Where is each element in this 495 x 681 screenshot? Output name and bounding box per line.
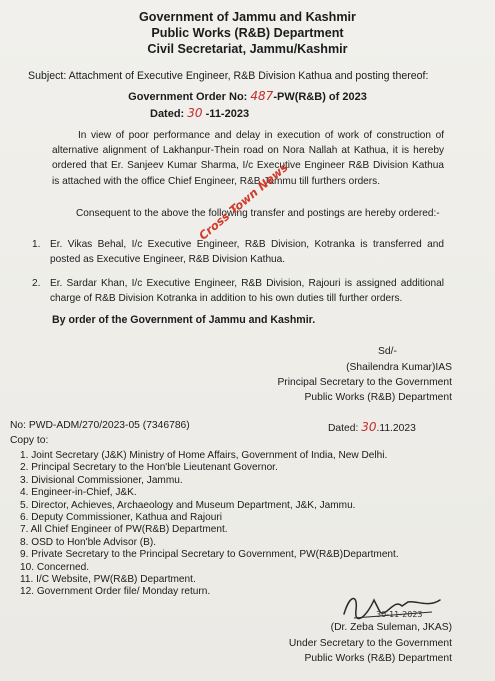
list-item: 1. Joint Secretary (J&K) Ministry of Home Affairs, Government of India, New Delhi. [20, 450, 388, 461]
copy-to-list [20, 450, 460, 599]
order-number-suffix: -PW(R&B) of 2023 [273, 91, 367, 103]
watermark-stamp: Cross Town News [196, 160, 291, 243]
list-item: 6. Deputy Commissioner, Kathua and Rajouri [20, 512, 222, 524]
reference-dated-handwritten: 30 [361, 420, 377, 434]
order-number-line [0, 89, 495, 103]
order-number-handwritten: 487 [250, 89, 274, 103]
header-department: Public Works (R&B) Department [151, 26, 344, 40]
list-item: 11. I/C Website, PW(R&B) Department. [20, 574, 196, 586]
body-paragraph-1: In view of poor performance and delay in execution of work of construction of alternative alignment of Lakhanpur-Thein road on Nora Nallah at Kathua, it is hereby ordered that Er. Sanjeev Kumar Sharma, I/c Executive Engineer R&B Division Kathua is attached with the office Chief Engineer, R&B Jammu till furthers orders. [52, 130, 444, 187]
header-government: Government of Jammu and Kashmir [139, 10, 356, 24]
signatory-1-block [262, 360, 452, 406]
order-number-prefix: Government Order No: [128, 91, 248, 103]
order-item-number: 2. [32, 278, 41, 289]
order-dated-suffix: -11-2023 [205, 108, 250, 120]
signatory-1-name: (Shailendra Kumar)IAS [346, 362, 452, 373]
list-item: 3. Divisional Commissioner, Jammu. [20, 474, 183, 486]
reference-dated-line [328, 420, 416, 434]
order-dated-label: Dated: [150, 108, 185, 120]
order-item-text: Er. Sardar Khan, I/c Executive Engineer, R&B Division, Rajouri is assigned additional charge of R&B Division Kotranka in addition to his own duties till further orders. [50, 278, 444, 305]
signed-mark: Sd/- [378, 346, 397, 357]
subject-line: Subject: Attachment of Executive Engineer, R&B Division Kathua and posting thereof: [28, 70, 429, 82]
order-item-number: 1. [32, 239, 41, 250]
signatory-2-name: (Dr. Zeba Suleman, JKAS) [330, 622, 452, 633]
signature-date-handwritten: 30-11-2023 [376, 610, 423, 619]
list-item: 5. Director, Achieves, Archaeology and Museum Department, J&K, Jammu. [20, 499, 356, 511]
signatory-1-title: Principal Secretary to the Government [277, 377, 452, 389]
by-order-line: By order of the Government of Jammu and Kashmir. [52, 314, 316, 326]
list-item: 4. Engineer-in-Chief, J&K. [20, 487, 137, 499]
list-item: 12. Government Order file/ Monday return. [20, 586, 211, 598]
signatory-2-title: Under Secretary to the Government [288, 637, 452, 649]
signatory-2-department: Public Works (R&B) Department [304, 653, 452, 665]
order-dated-handwritten: 30 [187, 106, 203, 120]
list-item: 2. Principal Secretary to the Hon'ble Lieutenant Governor. [20, 462, 278, 474]
order-dated-line [150, 106, 249, 120]
list-item: 8. OSD to Hon'ble Advisor (B). [20, 536, 157, 548]
list-item: 9. Private Secretary to the Principal Secretary to Government, PW(R&B)Department. [20, 549, 399, 561]
list-item: 7. All Chief Engineer of PW(R&B) Department. [20, 524, 228, 536]
body-paragraph-2: Consequent to the above the following transfer and postings are hereby ordered:- [76, 208, 440, 219]
reference-dated-label: Dated: [328, 423, 359, 434]
list-item: 10. Concerned. [20, 561, 90, 573]
reference-number: No: PWD-ADM/270/2023-05 (7346786) [10, 420, 190, 431]
signatory-2-block [262, 620, 452, 667]
header-secretariat: Civil Secretariat, Jammu/Kashmir [147, 42, 348, 56]
reference-dated-suffix: .11.2023 [376, 423, 416, 434]
order-item-text: Er. Vikas Behal, I/c Executive Engineer, R&B Division, Kotranka is transferred and posted as Executive Engineer, R&B Division Kathua. [50, 239, 444, 266]
signatory-1-department: Public Works (R&B) Department [304, 392, 452, 404]
order-item [32, 276, 444, 307]
order-item [32, 237, 444, 268]
copy-to-label: Copy to: [10, 435, 49, 446]
